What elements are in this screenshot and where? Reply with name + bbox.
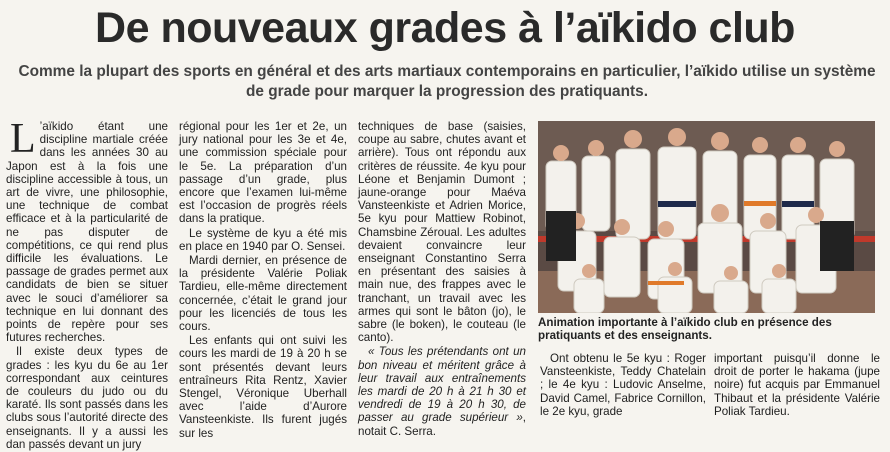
column-3 xyxy=(358,120,526,439)
quote-attribution: , notait C. Serra. xyxy=(358,411,526,438)
drop-cap: L xyxy=(10,116,36,162)
paragraph xyxy=(358,345,526,437)
paragraph: Les enfants qui ont suivi les cours les mardi de 19 à 20 h se sont présentés devant leurs entraîneurs Rita Rentz, Xavier Stengel, Véronique Uberhall avec l’aide d’Aurore Vansteenkiste. Ils furent jugés sur les xyxy=(179,334,347,440)
paragraph: Ont obtenu le 5e kyu : Roger Vansteenkiste, Teddy Chatelain ; le 4e kyu : Ludovic Anselme, David Camel, Fabrice Cornillon, le 2e kyu, grade xyxy=(540,352,706,418)
column-1 xyxy=(6,116,168,452)
photo-caption: Animation importante à l’aïkido club en présence des pratiquants et des enseignants. xyxy=(538,316,832,343)
headline: De nouveaux grades à l’aïkido club xyxy=(95,4,795,52)
paragraph: régional pour les 1er et 2e, un jury national pour les 3e et 4e, une commission spéciale pour le 5e. La préparation d’un passage d’un grade, plus encore que l’examen lui-même est l’occasion de progrès réels dans la pratique. xyxy=(179,120,347,226)
paragraph: Mardi dernier, en présence de la présidente Valérie Poliak Tardieu, elle-même directement concernée, c’était le grand jour pour les licenciés de tous les cours. xyxy=(179,254,347,334)
group-photo xyxy=(538,121,875,313)
column-2 xyxy=(179,120,347,441)
paragraph: Il existe deux types de grades : les kyu du 6e au 1er correspondant aux ceintures de couleurs du judo ou du karaté. Ils sont passés dans les clubs sous l’autorité directe des enseignants. Il y a aussi les dan passés devant un jury xyxy=(6,345,168,451)
paragraph xyxy=(6,116,168,345)
paragraph: techniques de base (saisies, coupe au sabre, chutes avant et arrière). Tous ont répondu aux critères de réussite. 4e kyu pour Léone et Benjamin Dumont ; jaune-orange pour Maéva Vansteenkiste et Adrien Morice, 5e kyu pour Mattiew Robinot, Chamsbine Zéroual. Les adultes devaient convaincre leur enseignant Constantino Serra en présentant des saisies à main nue, des frappes avec le tranchant, un travail avec les armes qui sont le bâton (jo), le sabre (le boken), le couteau (le canto). xyxy=(358,120,526,345)
lede: Comme la plupart des sports en général et des arts martiaux contemporains en particulier, l’aïkido utilise un système de grade pour marquer la progression des pratiquants. xyxy=(18,63,876,100)
paragraph-text: ’aïkido étant une discipline martiale créée dans les années 30 au Japon est à la fois une discipline accessible à tous, un art de vivre, une philosophie, une technique de combat efficace et à la particularité de ne pas disputer de compétitions, ce qui rend plus difficile les évaluations. Le passage de grades permet aux candidats de bien se situer avec le souci d’améliorer sa technique en lui donnant des points de repère pour ses futures recherches. xyxy=(6,120,168,345)
paragraph: Le système de kyu a été mis en place en 1940 par O. Sensei. xyxy=(179,226,347,253)
quote: « Tous les prétendants ont un bon niveau et méritent grâce à leur travail aux entraînements les mardi de 20 h à 21 h 30 et vendredi de 19 à 20 h 30, de passer au grade supérieur » xyxy=(358,345,526,425)
paragraph: important puisqu’il donne le droit de porter le hakama (jupe noire) fut acquis par Emmanuel Thibaut et la présidente Valérie Poliak Tardieu. xyxy=(714,352,880,418)
column-4 xyxy=(540,352,706,418)
column-5 xyxy=(714,352,880,418)
photo-illustration xyxy=(538,121,875,313)
